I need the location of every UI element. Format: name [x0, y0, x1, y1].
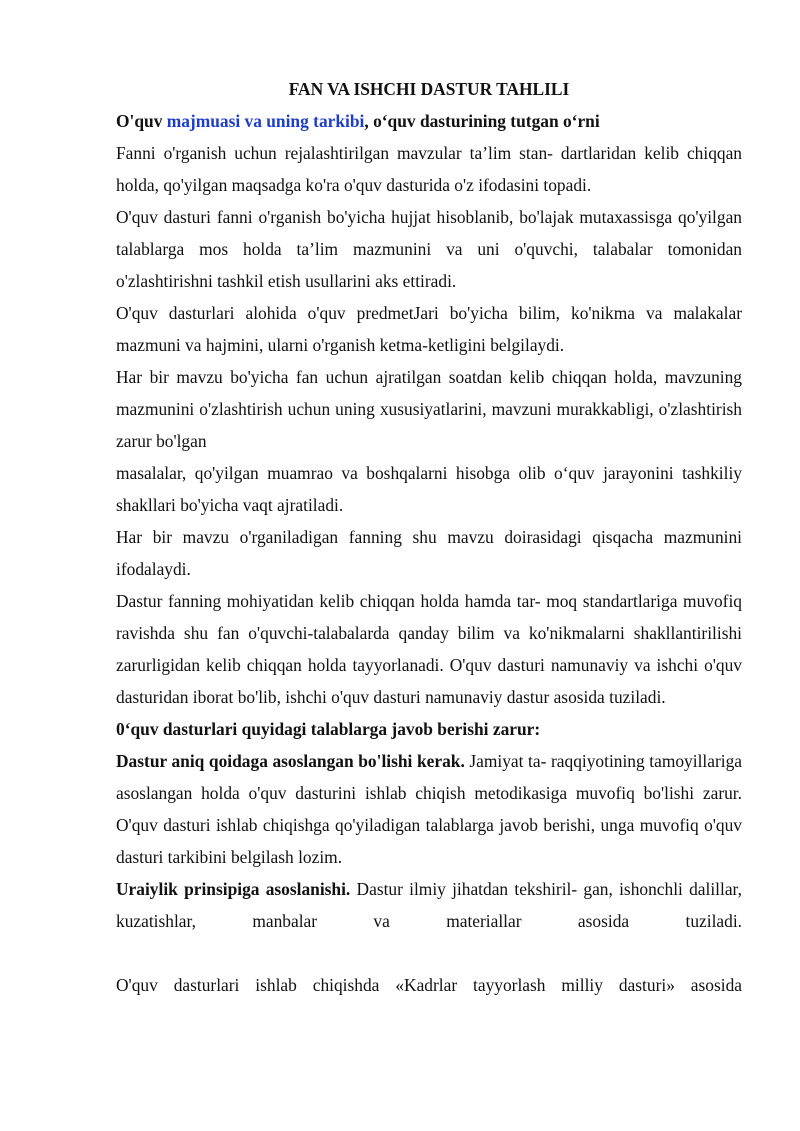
paragraph-9-text: Dastur ilmiy jihatdan tekshiril- gan, ishonchli dalillar, kuzatishlar, manbalar va materiallar asosida tuziladi. [116, 879, 742, 931]
paragraph-2: O'quv dasturi fanni o'rganish bo'yicha hujjat hisoblanib, bo'lajak mutaxassisga qo'yilgan talablarga mos holda ta’lim mazmunini va uni o'quvchi, talabalar tomonidan o'zlashtirishni tashkil etish usullarini aks ettiradi. [116, 207, 742, 291]
heading-prefix: O'quv [116, 111, 167, 131]
paragraph-3: O'quv dasturlari alohida o'quv predmetJari bo'yicha bilim, ko'nikma va malakalar mazmuni va hajmini, ularni o'rganish ketma-ketligini belgilaydi. [116, 303, 742, 355]
paragraph-9 [116, 873, 742, 937]
paragraph-6: Har bir mavzu o'rganiladigan fanning shu mavzu doirasidagi qisqacha mazmunini ifodalaydi. [116, 527, 742, 579]
heading-suffix: , o‘quv dasturining tutgan o‘rni [364, 111, 600, 131]
paragraph-8-text: Jamiyat ta- raqqiyotining tamoyillariga asoslangan holda o'quv dasturini ishlab chiqish metodikasiga muvofiq bo'lishi zarur. O'quv dasturi ishlab chiqishga qo'yiladigan talablarga javob berishi, unga muvofiq o'quv dasturi tarkibini belgilash lozim. [116, 751, 742, 867]
paragraph-1: Fanni o'rganish uchun rejalashtirilgan mavzular ta’lim stan- dartlaridan kelib chiqqan holda, qo'yilgan maqsadga ko'ra o'quv dasturida o'z ifodasini topadi. [116, 143, 742, 195]
section-heading [116, 105, 742, 137]
paragraph-5: masalalar, qo'yilgan muamrao va boshqalarni hisobga olib o‘quv jarayonini tashkiliy shakllari bo'yicha vaqt ajratiladi. [116, 463, 742, 515]
document-title: FAN VA ISHCHI DASTUR TAHLILI [288, 79, 570, 99]
paragraph-7: Dastur fanning mohiyatidan kelib chiqqan holda hamda tar- moq standartlariga muvofiq ravishda shu fan o'quvchi-talabalarda qanday bilim va ko'nikmalarni shakllantirilishi zarurligidan kelib chiqqan holda tayyorlanadi. O'quv dasturi namunaviy va ishchi o'quv dasturidan iborat bo'lib, ishchi o'quv dasturi namunaviy dastur asosida tuziladi. [116, 591, 742, 707]
requirements-heading: 0‘quv dasturlari quyidagi talablarga javob berishi zarur: [116, 719, 541, 739]
paragraph-8 [116, 745, 742, 873]
paragraph-9-lead: Uraiylik prinsipiga asoslanishi. [116, 879, 351, 899]
paragraph-gap [116, 937, 742, 969]
paragraph-8-lead: Dastur aniq qoidaga asoslangan bo'lishi kerak. [116, 751, 465, 771]
paragraph-4: Har bir mavzu bo'yicha fan uchun ajratilgan soatdan kelib chiqqan holda, mavzuning mazmunini o'zlashtirish uchun uning xususiyatlarini, mavzuni murakkabligi, o'zlashtirish zarur bo'lgan [116, 367, 742, 451]
heading-link[interactable]: majmuasi va uning tarkibi [166, 111, 365, 131]
document-page [116, 73, 742, 1001]
paragraph-10: O'quv dasturlari ishlab chiqishda «Kadrlar tayyorlash milliy dasturi» asosida [116, 975, 742, 995]
